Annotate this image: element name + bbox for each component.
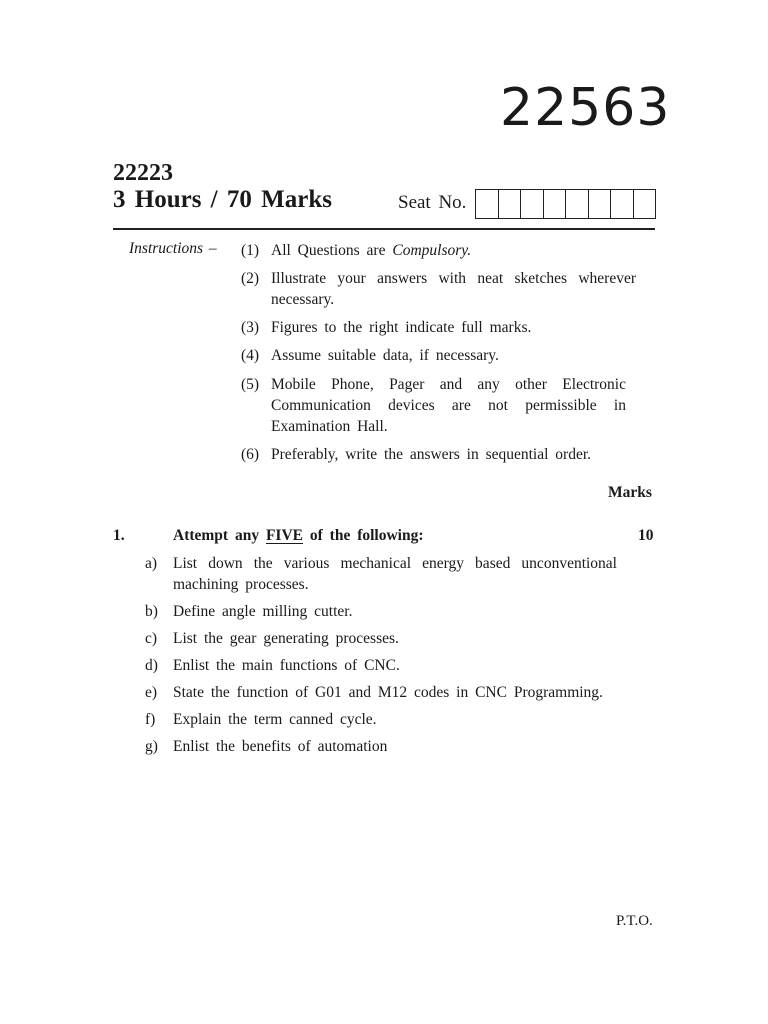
sub-question <box>145 736 635 757</box>
sub-question <box>145 682 635 703</box>
instruction-number: (1) <box>241 242 260 259</box>
instruction-text: Assume suitable data, if necessary. <box>271 347 499 364</box>
question-suffix: of the following: <box>303 527 424 544</box>
question-number: 1. <box>113 527 125 544</box>
seat-digit-box[interactable] <box>611 190 634 218</box>
instruction-text: Mobile Phone, Pager and any other Electronic Communication devices are not permissible in Examination Hall. <box>271 376 626 435</box>
sub-question-text: State the function of G01 and M12 codes in CNC Programming. <box>173 684 603 701</box>
question-prefix: Attempt any <box>173 527 266 544</box>
duration-marks: 3 Hours / 70 Marks <box>113 186 332 213</box>
instruction-number: (5) <box>241 376 260 393</box>
instruction-text: Preferably, write the answers in sequential order. <box>271 446 592 463</box>
seat-number-label: Seat No. <box>398 192 467 213</box>
instruction-item <box>241 444 636 465</box>
instruction-item <box>241 268 636 310</box>
seat-digit-box[interactable] <box>476 190 499 218</box>
marks-column-heading: Marks <box>608 484 652 501</box>
seat-digit-box[interactable] <box>499 190 522 218</box>
sub-question-text: List the gear generating processes. <box>173 630 399 647</box>
sub-question-text: Enlist the benefits of automation <box>173 738 388 755</box>
paper-code-large: 22563 <box>500 78 671 138</box>
sub-question-label: e) <box>145 684 158 701</box>
instruction-number: (6) <box>241 446 260 463</box>
instruction-item <box>241 240 636 261</box>
sub-question <box>145 553 617 595</box>
seat-digit-box[interactable] <box>634 190 656 218</box>
instruction-item <box>241 345 636 366</box>
sub-question-label: g) <box>145 738 158 755</box>
seat-digit-box[interactable] <box>521 190 544 218</box>
sub-question <box>145 601 635 622</box>
instruction-item <box>241 374 626 437</box>
instruction-text: Illustrate your answers with neat sketches wherever necessary. <box>271 270 636 308</box>
question-emphasis: FIVE <box>265 527 304 544</box>
sub-question-label: a) <box>145 555 158 572</box>
sub-question-text: List down the various mechanical energy based unconventional machining processes. <box>173 555 617 593</box>
question-marks: 10 <box>638 527 654 544</box>
instruction-text: Figures to the right indicate full marks. <box>271 319 532 336</box>
seat-number-boxes[interactable] <box>475 189 656 219</box>
sub-question-label: c) <box>145 630 158 647</box>
seat-digit-box[interactable] <box>589 190 612 218</box>
sub-question <box>145 655 635 676</box>
instruction-number: (4) <box>241 347 260 364</box>
sub-question-label: d) <box>145 657 158 674</box>
instruction-text <box>271 240 636 261</box>
question-heading <box>173 527 424 545</box>
header-divider <box>113 228 655 230</box>
page-turn-over-note: P.T.O. <box>616 913 653 929</box>
paper-code: 22223 <box>113 160 173 186</box>
instruction-text-italic: Compulsory. <box>392 242 472 259</box>
instruction-number: (3) <box>241 319 260 336</box>
instruction-text-part: All Questions are <box>271 242 393 259</box>
seat-digit-box[interactable] <box>544 190 567 218</box>
instructions-label: Instructions – <box>129 240 217 257</box>
sub-question-label: f) <box>145 711 156 728</box>
sub-question-text: Enlist the main functions of CNC. <box>173 657 400 674</box>
sub-question-label: b) <box>145 603 158 620</box>
sub-question-text: Explain the term canned cycle. <box>173 711 377 728</box>
seat-digit-box[interactable] <box>566 190 589 218</box>
sub-question <box>145 709 635 730</box>
instruction-number: (2) <box>241 270 260 287</box>
sub-question-text: Define angle milling cutter. <box>173 603 353 620</box>
instruction-item <box>241 317 636 338</box>
sub-question <box>145 628 635 649</box>
